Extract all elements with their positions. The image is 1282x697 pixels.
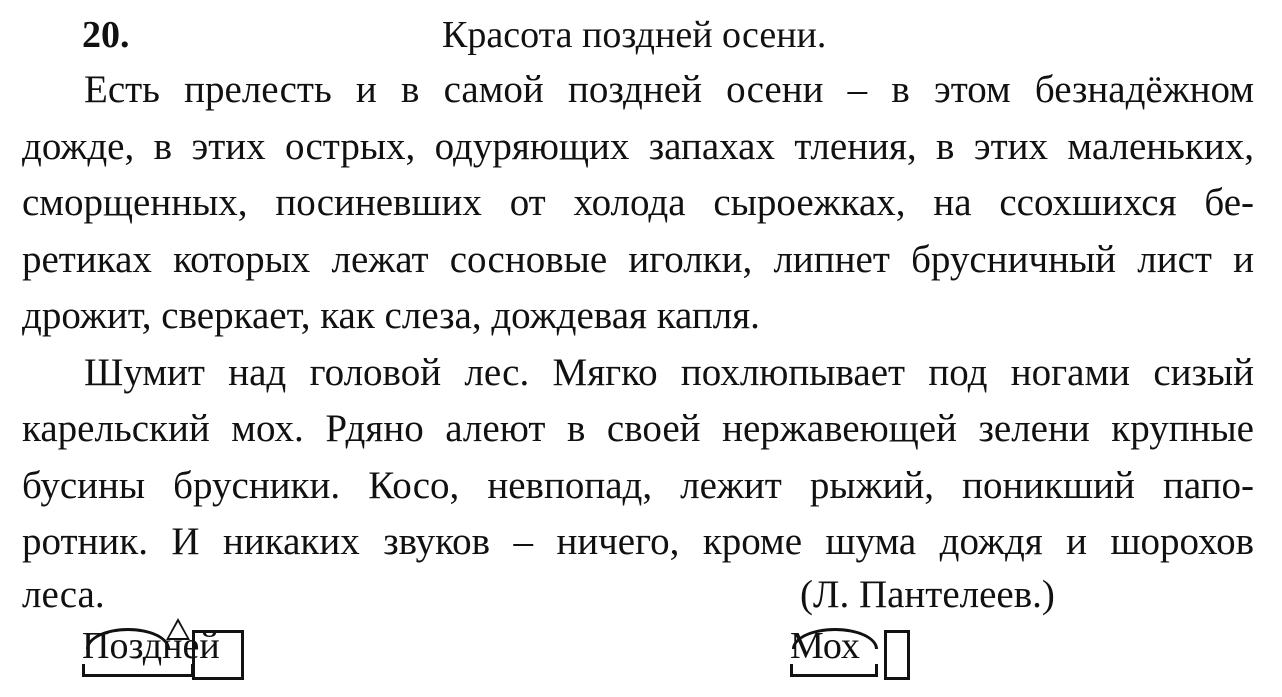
base-underline-mark: [790, 674, 878, 677]
final-line: [22, 570, 1254, 620]
text-line: сморщенных, посиневших от холода сыроежках, на ссохшихся бе-: [22, 181, 1254, 224]
empty-ending-box-mark: [884, 630, 910, 680]
text-line: Шумит над головой лес. Мягко похлюпывает под ногами сизый: [84, 350, 1254, 394]
text-line: ретиках которых лежат сосновые иголки, липнет брусничный лист и: [22, 237, 1254, 281]
exercise-number: 20.: [82, 14, 130, 56]
parse-word1-ending: ей: [182, 625, 220, 667]
final-word: леса.: [22, 573, 105, 616]
exercise-title: Красота поздней осени.: [442, 14, 827, 56]
text-line: Есть прелесть и в самой поздней осени – в этом безнадёжном: [84, 68, 1254, 111]
parse-word2-root: Мох: [790, 625, 860, 667]
base-underline-mark: [82, 674, 194, 677]
author-attribution: (Л. Пантелеев.): [800, 573, 1055, 616]
exercise-header: [82, 10, 1262, 60]
text-line: дрожит, сверкает, как слеза, дождевая капля.: [22, 294, 760, 337]
morphemic-parse-word1: [82, 616, 220, 676]
text-line: ротник. И никаких звуков – ничего, кроме шума дождя и шорохов: [22, 520, 1254, 563]
parse-word1-suffix: н: [162, 625, 183, 667]
text-line: карельский мох. Рдяно алеют в своей нержавеющей зелени крупные: [22, 407, 1254, 450]
exercise-text: [22, 62, 1254, 571]
morphemic-parse-word2: [790, 616, 860, 676]
text-line: бусины брусники. Косо, невпопад, лежит рыжий, поникший папо-: [22, 463, 1254, 507]
parse-word1-root: Позд: [82, 625, 163, 667]
text-line: дожде, в этих острых, одуряющих запахах тления, в этих маленьких,: [22, 124, 1254, 168]
